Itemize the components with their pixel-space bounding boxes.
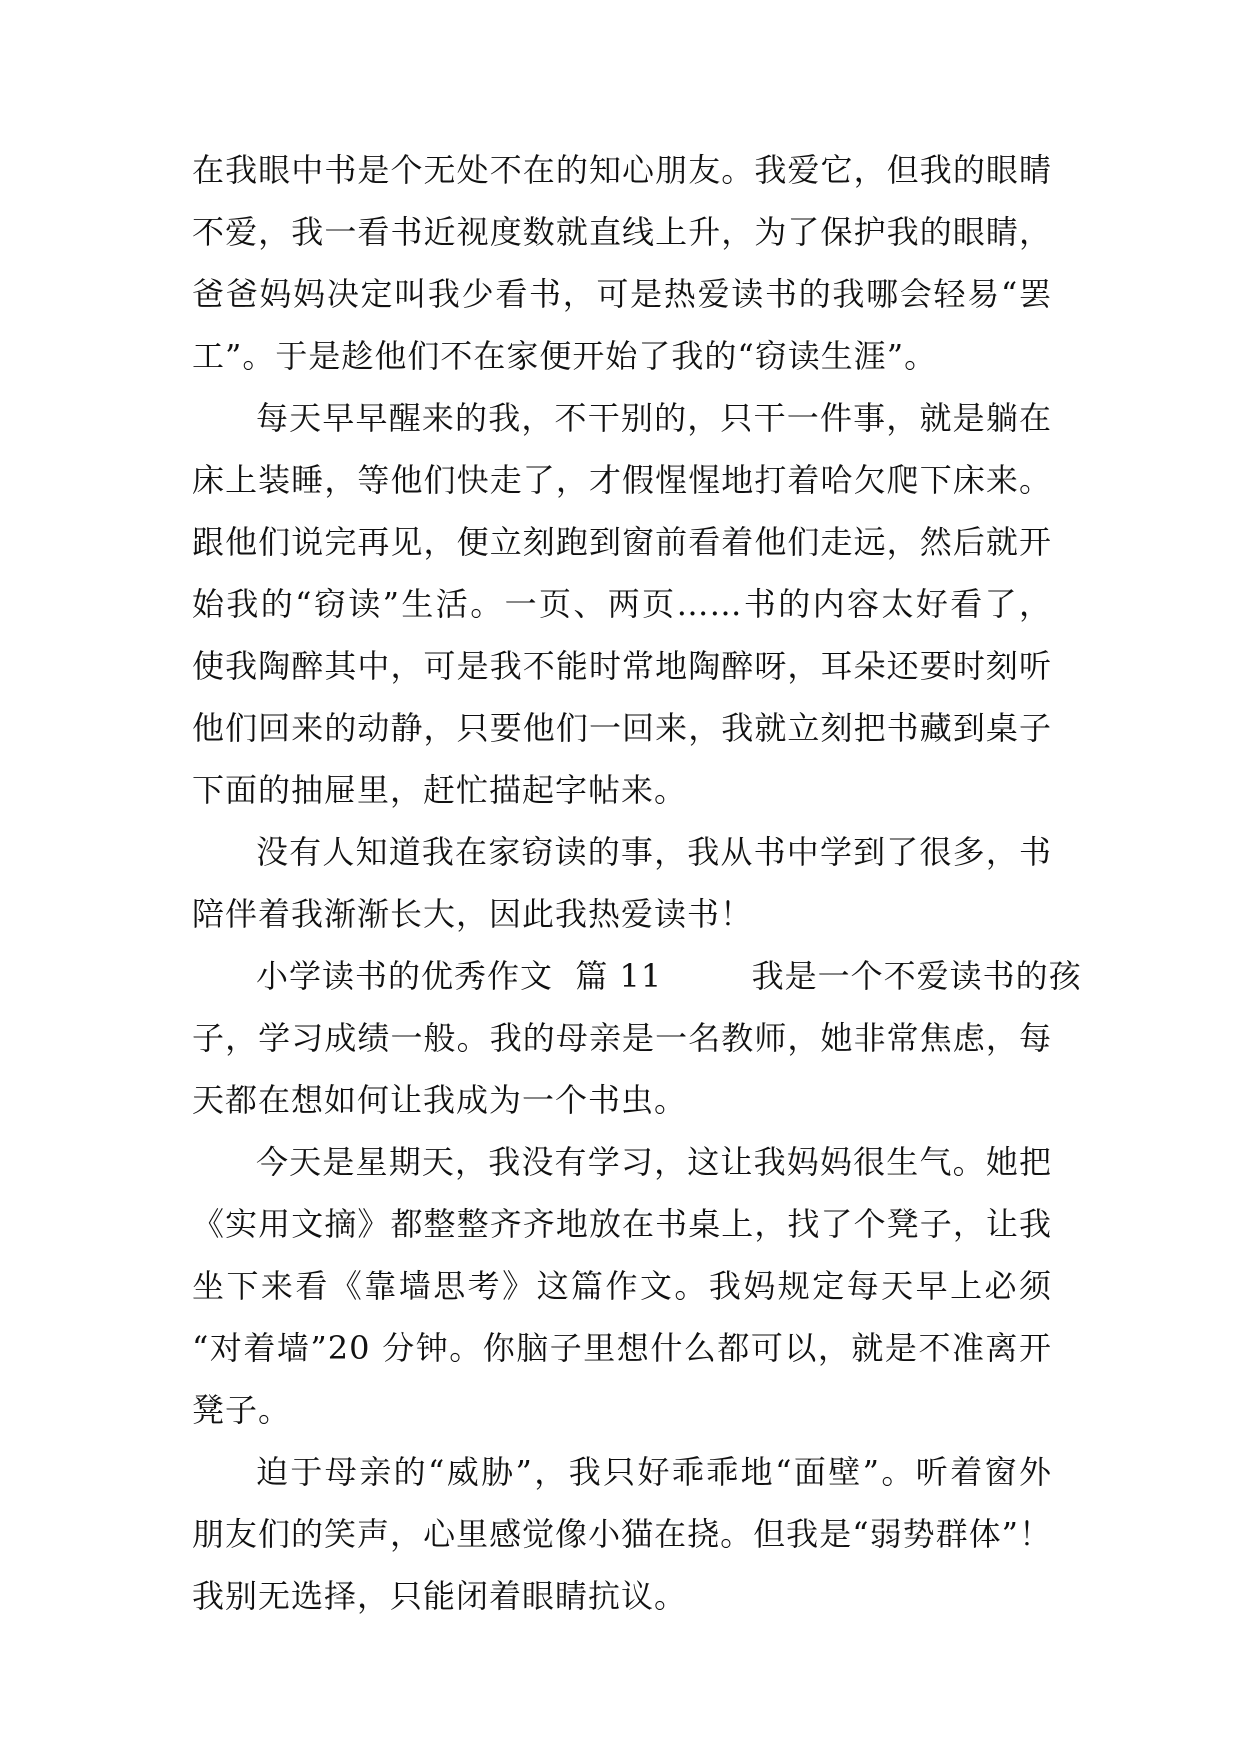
text-line: 他们回来的动静，只要他们一回来，我就立刻把书藏到桌子 bbox=[192, 709, 1052, 747]
text-line: 爸爸妈妈决定叫我少看书，可是热爱读书的我哪会轻易“罢 bbox=[192, 275, 1052, 313]
text-line: 《实用文摘》都整整齐齐地放在书桌上，找了个凳子，让我 bbox=[192, 1205, 1052, 1243]
paragraph-first-line: 迫于母亲的“威胁”，我只好乖乖地“面壁”。听着窗外 bbox=[256, 1453, 1052, 1491]
text-line: 我别无选择，只能闭着眼睛抗议。 bbox=[192, 1577, 688, 1615]
text-line: 坐下来看《靠墙思考》这篇作文。我妈规定每天早上必须 bbox=[192, 1267, 1052, 1305]
paragraph-first-line: 今天是星期天，我没有学习，这让我妈妈很生气。她把 bbox=[256, 1143, 1052, 1181]
text-line: 陪伴着我渐渐长大，因此我热爱读书！ bbox=[192, 895, 754, 933]
text-line: 不爱，我一看书近视度数就直线上升，为了保护我的眼睛， bbox=[192, 213, 1052, 251]
section-heading-line: 小学读书的优秀作文 篇 11 我是一个不爱读书的孩 bbox=[256, 957, 1082, 995]
paragraph-first-line: 每天早早醒来的我，不干别的，只干一件事，就是躺在 bbox=[256, 399, 1052, 437]
text-line: 天都在想如何让我成为一个书虫。 bbox=[192, 1081, 688, 1119]
text-line: 朋友们的笑声，心里感觉像小猫在挠。但我是“弱势群体”！ bbox=[192, 1515, 1052, 1553]
text-line: 跟他们说完再见，便立刻跑到窗前看着他们走远，然后就开 bbox=[192, 523, 1052, 561]
paragraph-first-line: 没有人知道我在家窃读的事，我从书中学到了很多，书 bbox=[256, 833, 1052, 871]
text-line: 下面的抽屉里，赶忙描起字帖来。 bbox=[192, 771, 688, 809]
text-line: 在我眼中书是个无处不在的知心朋友。我爱它，但我的眼睛 bbox=[192, 151, 1052, 189]
text-line: 凳子。 bbox=[192, 1391, 292, 1429]
text-line: 子，学习成绩一般。我的母亲是一名教师，她非常焦虑，每 bbox=[192, 1019, 1052, 1057]
text-line: 始我的“窃读”生活。一页、两页……书的内容太好看了， bbox=[192, 585, 1052, 623]
text-line: “对着墙”20 分钟。你脑子里想什么都可以，就是不准离开 bbox=[192, 1329, 1052, 1367]
text-line: 床上装睡，等他们快走了，才假惺惺地打着哈欠爬下床来。 bbox=[192, 461, 1052, 499]
text-line: 使我陶醉其中，可是我不能时常地陶醉呀，耳朵还要时刻听 bbox=[192, 647, 1052, 685]
text-line: 工”。于是趁他们不在家便开始了我的“窃读生涯”。 bbox=[192, 337, 938, 375]
